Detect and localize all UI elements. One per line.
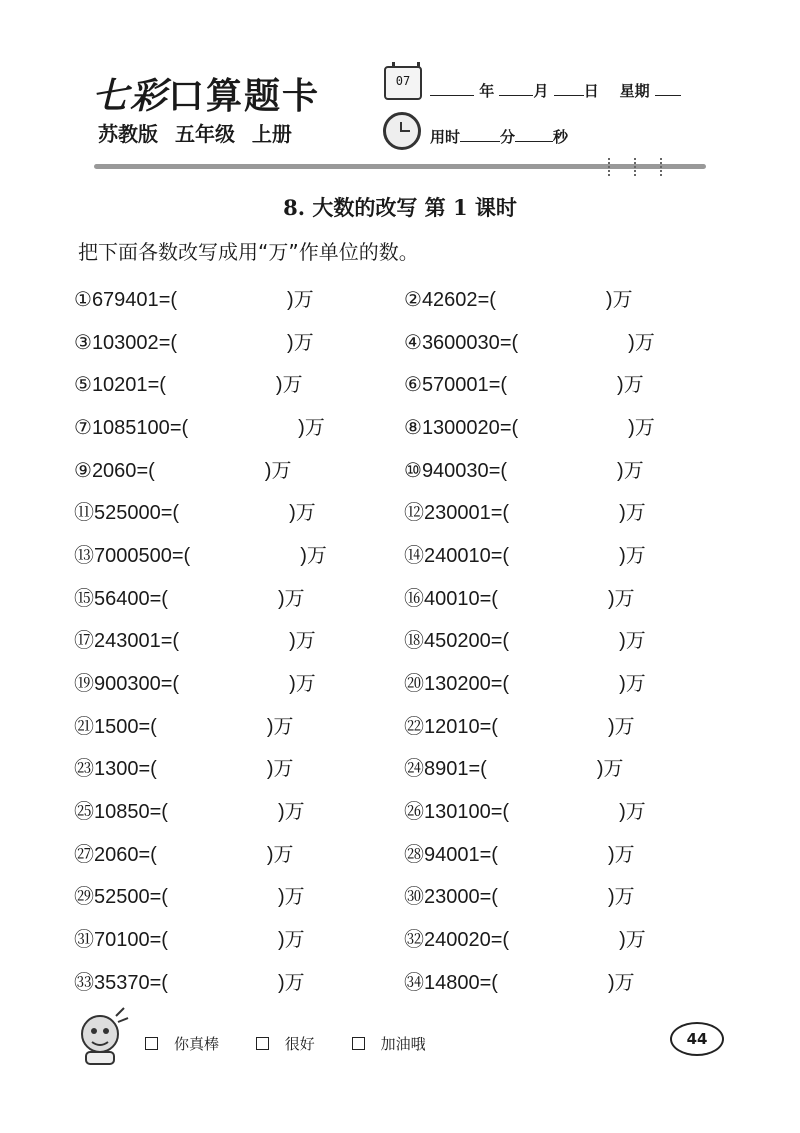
- unit-label: 万: [625, 502, 646, 525]
- problem-value: 94001: [424, 843, 480, 866]
- close-paren: ): [277, 929, 285, 952]
- unit-label: 万: [284, 587, 305, 610]
- problem-value: 1300020: [421, 416, 500, 439]
- problem-item: [404, 411, 734, 440]
- unit-label: 万: [614, 587, 635, 610]
- problem-value: 1500: [94, 715, 139, 738]
- problem-item: [404, 283, 734, 312]
- close-paren: ): [619, 630, 626, 653]
- equals-open: =(: [136, 459, 155, 482]
- instruction: 把下面各数改写成用“万”作单位的数。: [78, 240, 419, 264]
- calendar-icon: [384, 66, 422, 100]
- equals-open: =(: [149, 886, 168, 909]
- problem-item: [404, 539, 734, 568]
- close-paren: ): [277, 971, 285, 994]
- self-rating: [145, 1033, 458, 1054]
- problem-value: 2060: [94, 843, 139, 866]
- problem-number: ⑬: [74, 544, 94, 567]
- problem-value: 14800: [424, 971, 480, 994]
- problem-list: [74, 276, 734, 1002]
- problem-item: [74, 966, 404, 995]
- problem-value: 35370: [94, 971, 150, 994]
- problem-value: 12010: [424, 715, 480, 738]
- problem-item: [74, 454, 404, 483]
- problem-number: ㉙: [74, 886, 94, 909]
- equals-open: =(: [479, 886, 498, 909]
- problem-number: ⑱: [404, 630, 424, 653]
- unit-label: 万: [634, 331, 655, 354]
- close-paren: ): [607, 843, 615, 866]
- close-paren: ): [289, 502, 296, 525]
- problem-value: 3600030: [421, 331, 500, 354]
- checkbox-icon[interactable]: [145, 1037, 158, 1050]
- problem-number: ㉚: [404, 886, 424, 909]
- problem-row: [74, 874, 734, 917]
- unit-label: 万: [304, 416, 325, 439]
- unit-label: 万: [273, 715, 294, 738]
- unit-label: 万: [282, 374, 303, 397]
- problem-number: ㉒: [404, 715, 424, 738]
- logo-brand: 七彩: [92, 75, 169, 117]
- equals-open: =(: [488, 459, 508, 482]
- problem-number: ⑧: [404, 416, 422, 439]
- clock-icon: [383, 112, 421, 150]
- equals-open: =(: [490, 544, 510, 567]
- equals-open: =(: [160, 502, 180, 525]
- time-fields: [430, 126, 568, 147]
- problem-row: [74, 276, 734, 319]
- close-paren: ): [607, 715, 615, 738]
- equals-open: =(: [488, 374, 508, 397]
- unit-label: 万: [614, 971, 635, 994]
- problem-item: [404, 923, 734, 952]
- problem-value: 679401: [91, 288, 159, 311]
- problem-value: 570001: [421, 374, 489, 397]
- problem-number: ㉛: [74, 929, 94, 952]
- equals-open: =(: [499, 331, 519, 354]
- equals-open: =(: [147, 374, 166, 397]
- problem-value: 940030: [421, 459, 489, 482]
- close-paren: ): [617, 374, 624, 397]
- rating-option-1[interactable]: 你真棒: [145, 1035, 235, 1053]
- equals-open: =(: [158, 331, 178, 354]
- problem-number: ⑲: [74, 673, 94, 696]
- problem-value: 240010: [424, 544, 491, 567]
- close-paren: ): [289, 673, 296, 696]
- equals-open: =(: [149, 971, 168, 994]
- unit-label: 万: [625, 544, 646, 567]
- edition-label: 苏教版 五年级 上册: [98, 122, 292, 146]
- problem-value: 450200: [424, 630, 491, 653]
- problem-item: [404, 496, 734, 525]
- equals-open: =(: [468, 758, 487, 781]
- problem-item: [74, 752, 404, 781]
- problem-number: ⑨: [74, 459, 92, 482]
- rating-option-3[interactable]: 加油哦: [352, 1035, 442, 1053]
- date-year-label: 年: [479, 82, 495, 100]
- calendar-day: 07: [395, 74, 411, 88]
- close-paren: ): [277, 886, 285, 909]
- problem-number: ⑳: [404, 673, 424, 696]
- problem-number: ⑪: [74, 502, 94, 525]
- time-sec-label: 秒: [553, 128, 569, 146]
- problem-number: ㉜: [404, 929, 424, 952]
- close-paren: ): [289, 630, 296, 653]
- problem-item: [404, 752, 734, 781]
- problem-item: [404, 624, 734, 653]
- close-paren: ): [287, 331, 294, 354]
- lesson-title: 8. 大数的改写 第 1 课时: [283, 195, 517, 220]
- problem-value: 1085100: [91, 416, 170, 439]
- close-paren: ): [617, 459, 624, 482]
- unit-label: 万: [614, 886, 635, 909]
- problem-value: 103002: [91, 331, 159, 354]
- problem-item: [404, 795, 734, 824]
- problem-number: ㉗: [74, 843, 94, 866]
- close-paren: ): [275, 374, 283, 397]
- problem-value: 70100: [94, 929, 150, 952]
- problem-value: 130100: [424, 801, 491, 824]
- equals-open: =(: [160, 630, 180, 653]
- equals-open: =(: [149, 929, 168, 952]
- problem-row: [74, 746, 734, 789]
- unit-label: 万: [273, 758, 294, 781]
- problem-item: [404, 582, 734, 611]
- close-paren: ): [596, 758, 604, 781]
- equals-open: =(: [171, 544, 191, 567]
- unit-label: 万: [614, 843, 635, 866]
- problem-number: ⑫: [404, 502, 424, 525]
- equals-open: =(: [479, 843, 498, 866]
- problem-value: 42602: [421, 288, 478, 311]
- equals-open: =(: [138, 843, 157, 866]
- close-paren: ): [619, 673, 626, 696]
- problem-item: [74, 667, 404, 696]
- problem-number: ④: [404, 331, 422, 354]
- problem-value: 10850: [94, 801, 150, 824]
- problem-row: [74, 916, 734, 959]
- mascot-image: [72, 1004, 132, 1068]
- problem-number: ⑰: [74, 630, 94, 653]
- problem-value: 240020: [424, 929, 491, 952]
- checkbox-icon[interactable]: [256, 1037, 269, 1050]
- problem-value: 1300: [94, 758, 139, 781]
- close-paren: ): [266, 715, 274, 738]
- problem-number: ㉓: [74, 758, 94, 781]
- problem-item: [74, 880, 404, 909]
- problem-row: [74, 618, 734, 661]
- page-number: 44: [670, 1022, 724, 1056]
- close-paren: ): [298, 416, 305, 439]
- problem-row: [74, 788, 734, 831]
- close-paren: ): [277, 587, 285, 610]
- problem-row: [74, 447, 734, 490]
- problem-row: [74, 361, 734, 404]
- close-paren: ): [300, 544, 307, 567]
- unit-label: 万: [612, 288, 633, 311]
- problem-item: [74, 838, 404, 867]
- problem-row: [74, 660, 734, 703]
- problem-item: [74, 539, 404, 568]
- problem-value: 40010: [424, 587, 480, 610]
- problem-item: [74, 624, 404, 653]
- unit-label: 万: [295, 630, 316, 653]
- close-paren: ): [605, 288, 613, 311]
- problem-value: 900300: [94, 673, 161, 696]
- problem-value: 130200: [424, 673, 491, 696]
- unit-label: 万: [603, 758, 624, 781]
- close-paren: ): [628, 331, 635, 354]
- problem-row: [74, 703, 734, 746]
- problem-item: [404, 454, 734, 483]
- problem-number: ㉖: [404, 801, 424, 824]
- logo-title: 口算题卡: [168, 75, 321, 117]
- unit-label: 万: [625, 801, 646, 824]
- close-paren: ): [619, 801, 626, 824]
- problem-item: [74, 710, 404, 739]
- problem-row: [74, 489, 734, 532]
- unit-label: 万: [625, 673, 646, 696]
- problem-row: [74, 319, 734, 362]
- date-month-label: 月: [533, 82, 549, 100]
- problem-value: 243001: [94, 630, 161, 653]
- unit-label: 万: [614, 715, 635, 738]
- problem-number: ⑦: [74, 416, 92, 439]
- unit-label: 万: [284, 886, 305, 909]
- date-fields: [430, 80, 681, 101]
- header-divider: [94, 164, 706, 169]
- close-paren: ): [277, 801, 285, 824]
- equals-open: =(: [479, 715, 498, 738]
- equals-open: =(: [479, 587, 498, 610]
- problem-number: ㉑: [74, 715, 94, 738]
- unit-label: 万: [625, 929, 646, 952]
- close-paren: ): [266, 758, 274, 781]
- equals-open: =(: [490, 801, 510, 824]
- problem-value: 525000: [94, 502, 161, 525]
- equals-open: =(: [490, 673, 510, 696]
- unit-label: 万: [293, 331, 314, 354]
- problem-number: ⑥: [404, 374, 422, 397]
- equals-open: =(: [490, 502, 510, 525]
- problem-item: [74, 411, 404, 440]
- unit-label: 万: [271, 459, 292, 482]
- problem-value: 7000500: [94, 544, 172, 567]
- problem-item: [74, 326, 404, 355]
- problem-number: ②: [404, 288, 422, 311]
- close-paren: ): [607, 886, 615, 909]
- unit-label: 万: [295, 502, 316, 525]
- problem-number: ⑩: [404, 459, 422, 482]
- problem-number: ㉕: [74, 801, 94, 824]
- problem-item: [74, 496, 404, 525]
- problem-item: [404, 838, 734, 867]
- time-min-label: 分: [500, 128, 516, 146]
- unit-label: 万: [634, 416, 655, 439]
- date-weekday-label: 星期: [619, 82, 650, 100]
- problem-number: ⑯: [404, 587, 424, 610]
- unit-label: 万: [273, 843, 294, 866]
- logo: [92, 68, 320, 119]
- close-paren: ): [619, 544, 626, 567]
- problem-item: [404, 966, 734, 995]
- unit-label: 万: [625, 630, 646, 653]
- unit-label: 万: [623, 459, 644, 482]
- problem-value: 52500: [94, 886, 150, 909]
- close-paren: ): [619, 929, 626, 952]
- close-paren: ): [607, 971, 615, 994]
- problem-value: 56400: [94, 587, 150, 610]
- equals-open: =(: [490, 929, 510, 952]
- equals-open: =(: [499, 416, 519, 439]
- equals-open: =(: [479, 971, 498, 994]
- close-paren: ): [287, 288, 294, 311]
- equals-open: =(: [138, 758, 157, 781]
- problem-row: [74, 532, 734, 575]
- problem-item: [404, 667, 734, 696]
- equals-open: =(: [490, 630, 510, 653]
- problem-value: 8901: [424, 758, 469, 781]
- unit-label: 万: [306, 544, 327, 567]
- close-paren: ): [628, 416, 635, 439]
- problem-item: [404, 326, 734, 355]
- unit-label: 万: [623, 374, 644, 397]
- unit-label: 万: [284, 801, 305, 824]
- problem-value: 2060: [91, 459, 137, 482]
- unit-label: 万: [284, 929, 305, 952]
- problem-row: [74, 575, 734, 618]
- equals-open: =(: [149, 801, 168, 824]
- problem-number: ⑮: [74, 587, 94, 610]
- problem-number: ①: [74, 288, 92, 311]
- time-used-label: 用时: [430, 128, 461, 146]
- problem-item: [404, 368, 734, 397]
- problem-item: [74, 368, 404, 397]
- unit-label: 万: [295, 673, 316, 696]
- problem-row: [74, 404, 734, 447]
- equals-open: =(: [158, 288, 178, 311]
- unit-label: 万: [293, 288, 314, 311]
- equals-open: =(: [160, 673, 180, 696]
- problem-item: [404, 880, 734, 909]
- close-paren: ): [266, 843, 274, 866]
- problem-number: ㉔: [404, 758, 424, 781]
- problem-value: 230001: [424, 502, 491, 525]
- problem-number: ㉞: [404, 971, 424, 994]
- problem-row: [74, 959, 734, 1002]
- rating-option-2[interactable]: 很好: [256, 1035, 331, 1053]
- problem-item: [74, 582, 404, 611]
- problem-item: [74, 795, 404, 824]
- problem-value: 23000: [424, 886, 480, 909]
- equals-open: =(: [477, 288, 496, 311]
- problem-row: [74, 831, 734, 874]
- problem-number: ㉘: [404, 843, 424, 866]
- problem-item: [74, 283, 404, 312]
- close-paren: ): [607, 587, 615, 610]
- problem-number: ⑭: [404, 544, 424, 567]
- problem-item: [404, 710, 734, 739]
- problem-number: ⑤: [74, 374, 92, 397]
- problem-number: ㉝: [74, 971, 94, 994]
- equals-open: =(: [149, 587, 168, 610]
- equals-open: =(: [169, 416, 189, 439]
- problem-number: ③: [74, 331, 92, 354]
- date-day-label: 日: [583, 82, 599, 100]
- equals-open: =(: [138, 715, 157, 738]
- problem-item: [74, 923, 404, 952]
- close-paren: ): [264, 459, 272, 482]
- close-paren: ): [619, 502, 626, 525]
- problem-value: 10201: [91, 374, 148, 397]
- unit-label: 万: [284, 971, 305, 994]
- checkbox-icon[interactable]: [352, 1037, 365, 1050]
